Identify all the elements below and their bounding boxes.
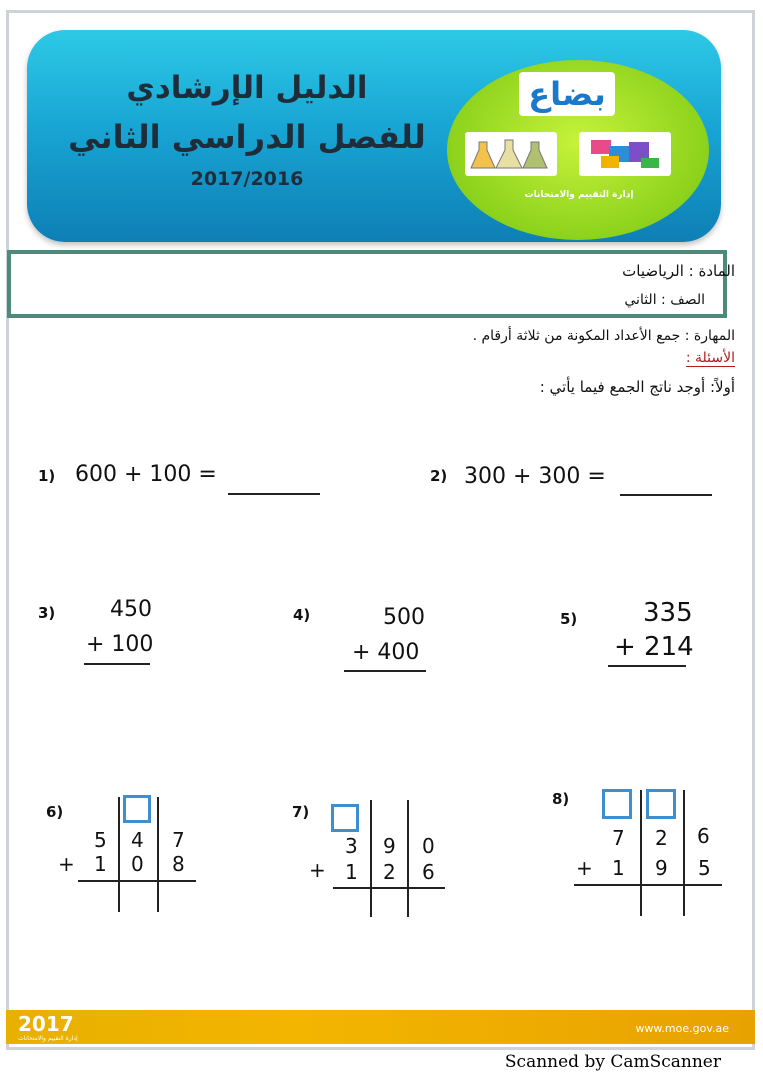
problem-4-sum-line [344, 670, 426, 672]
digit: 1 [345, 860, 358, 884]
problem-1-answer-line[interactable] [228, 493, 320, 495]
banner-subtitle: للفصل الدراسي الثاني [68, 118, 426, 156]
grade-label: الصف : الثاني [624, 292, 705, 308]
department-label: إدارة التقييم والامتحانات [524, 190, 634, 200]
problem-3-sum-line [84, 663, 150, 665]
lab-flasks-image [465, 132, 557, 176]
problem-3-number: 3) [38, 604, 56, 622]
digit: 2 [655, 826, 668, 850]
place-value-divider [157, 797, 159, 912]
digit: 3 [345, 834, 358, 858]
digit: 7 [612, 826, 625, 850]
digit: 2 [383, 860, 396, 884]
banner-title: الدليل الإرشادي [126, 70, 368, 106]
problem-4-top: 500 [383, 605, 425, 630]
digit: 1 [94, 852, 107, 876]
colorful-shapes-image [579, 132, 671, 176]
problem-7-number: 7) [292, 803, 310, 821]
digit: 9 [383, 834, 396, 858]
place-value-divider [640, 790, 642, 916]
digit: 1 [612, 856, 625, 880]
digit: 9 [655, 856, 668, 880]
digit: 0 [422, 834, 435, 858]
info-box [7, 250, 727, 318]
footer-year: 2017 [18, 1012, 74, 1036]
digit: 6 [422, 860, 435, 884]
problem-1-number: 1) [38, 467, 56, 485]
problem-5-number: 5) [560, 610, 578, 628]
place-value-divider [118, 797, 120, 912]
problem-5-top: 335 [643, 598, 693, 628]
place-value-divider [370, 800, 372, 917]
ministry-emblem-oval [447, 60, 709, 240]
skill-label: المهارة : جمع الأعداد المكونة من ثلاثة أرقام . [472, 328, 735, 344]
place-value-divider [407, 800, 409, 917]
place-value-divider [683, 790, 685, 916]
problem-3-top: 450 [110, 597, 152, 622]
digit: 5 [94, 828, 107, 852]
digit: 6 [697, 824, 710, 848]
plus-sign: + [58, 852, 75, 876]
digit: 4 [131, 828, 144, 852]
banner-title-block [67, 70, 427, 190]
instruction-text: أولاً: أوجد ناتج الجمع فيما يأتي : [539, 378, 735, 396]
subject-label: المادة : الرياضيات [622, 262, 735, 280]
problem-3-bottom: + 100 [86, 632, 154, 657]
footer-subtitle: إدارة التقييم والامتحانات [18, 1035, 78, 1042]
footer-url: www.moe.gov.ae [635, 1022, 729, 1035]
problem-1-expression: 600 + 100 = [75, 462, 217, 487]
problem-2-answer-line[interactable] [620, 494, 712, 496]
problem-4-number: 4) [293, 606, 311, 624]
problem-2-expression: 300 + 300 = [464, 464, 606, 489]
footer-bar [6, 1010, 755, 1044]
program-logo: بضاع [519, 72, 615, 116]
problem-6-sum-line [78, 880, 196, 882]
problem-4-bottom: + 400 [352, 640, 420, 665]
problem-7-sum-line [333, 887, 445, 889]
problem-5-bottom: + 214 [614, 632, 694, 662]
problem-2-number: 2) [430, 467, 448, 485]
digit: 0 [131, 852, 144, 876]
digit: 7 [172, 828, 185, 852]
digit: 5 [698, 856, 711, 880]
carry-box[interactable] [602, 789, 632, 819]
header-banner [27, 30, 721, 242]
carry-box[interactable] [646, 789, 676, 819]
scanner-watermark: Scanned by CamScanner [504, 1052, 721, 1072]
problem-5-sum-line [608, 665, 686, 667]
problem-8-sum-line [574, 884, 722, 886]
banner-year: 2017/2016 [190, 168, 304, 190]
plus-sign: + [309, 858, 326, 882]
problem-6-number: 6) [46, 803, 64, 821]
carry-box[interactable] [331, 804, 359, 832]
questions-heading: الأسئلة : [685, 350, 735, 366]
problem-8-number: 8) [552, 790, 570, 808]
plus-sign: + [576, 856, 593, 880]
digit: 8 [172, 852, 185, 876]
carry-box[interactable] [123, 795, 151, 823]
